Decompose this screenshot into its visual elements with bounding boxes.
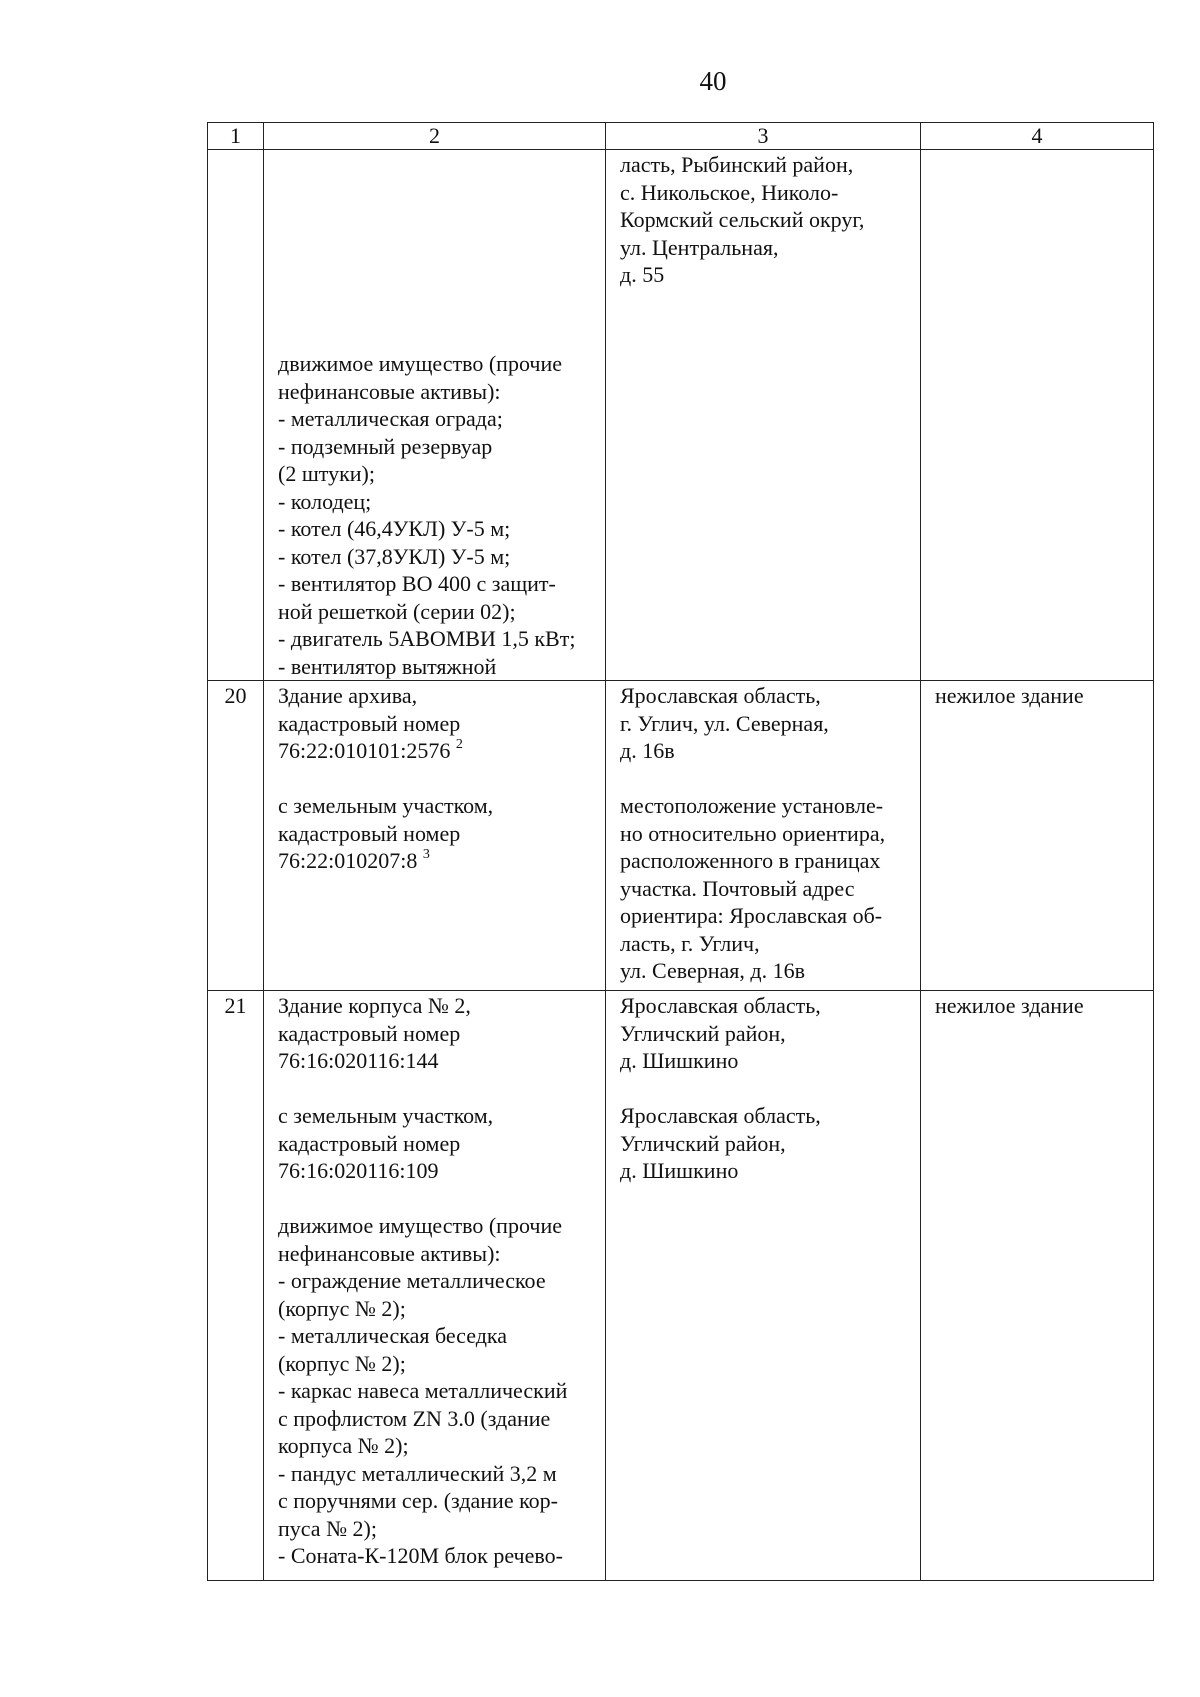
table-row [208, 150, 1154, 681]
property-purpose [921, 150, 1154, 681]
table-row [208, 991, 1154, 1581]
row-number: 21 [208, 991, 264, 1581]
column-header: 1 [208, 123, 264, 150]
property-address: Ярославская область, Угличский район, д. Шишкино Ярославская область, Угличский район, д. Шишкино [606, 991, 921, 1581]
table-row [208, 681, 1154, 991]
table-header-row [208, 123, 1154, 150]
cadastral-number: 76:22:010207:8 [278, 848, 418, 873]
property-purpose: нежилое здание [921, 681, 1154, 991]
page-number: 40 [699, 66, 727, 96]
property-description: Здание архива, кадастровый номер 76:22:010101:2576 $^2$ с земельным участком, кадастровый номер 76:22:010207:8 $^3$ [264, 681, 606, 991]
footnote-mark: 3 [422, 847, 430, 862]
column-header: 2 [264, 123, 606, 150]
row-number [208, 150, 264, 681]
footnote-mark: 2 [455, 737, 463, 752]
cadastral-number: 76:22:010101:2576 [278, 738, 451, 763]
property-description: движимое имущество (прочие нефинансовые активы): - металлическая ограда; - подземный резервуар (2 штуки); - колодец; - котел (46,4УКЛ) У-5 м; - котел (37,8УКЛ) У-5 м; - вентилятор ВО 400 с защит- ной решеткой (серии 02); - двигатель 5АВОМВИ 1,5 кВт; - вентилятор вытяжной [264, 150, 606, 681]
column-header: 4 [921, 123, 1154, 150]
row-number: 20 [208, 681, 264, 991]
property-address: ласть, Рыбинский район, с. Никольское, Николо- Кормский сельский округ, ул. Центральная, д. 55 [606, 150, 921, 681]
column-header: 3 [606, 123, 921, 150]
property-purpose: нежилое здание [921, 991, 1154, 1581]
property-address: Ярославская область, г. Углич, ул. Северная, д. 16в местоположение установле- но относительно ориентира, расположенного в границах участка. Почтовый адрес ориентира: Ярославская об- ласть, г. Углич, ул. Северная, д. 16в [606, 681, 921, 991]
property-table [207, 122, 1154, 1581]
property-description: Здание корпуса № 2, кадастровый номер 76:16:020116:144 с земельным участком, кадастровый номер 76:16:020116:109 движимое имущество (прочие нефинансовые активы): - ограждение металлическое (корпус № 2); - металлическая беседка (корпус № 2); - каркас навеса металлический с профлистом ZN 3.0 (здание корпуса № 2); - пандус металлический 3,2 м с поручнями сер. (здание кор- пуса № 2); - Соната-К-120М блок речево- [264, 991, 606, 1581]
